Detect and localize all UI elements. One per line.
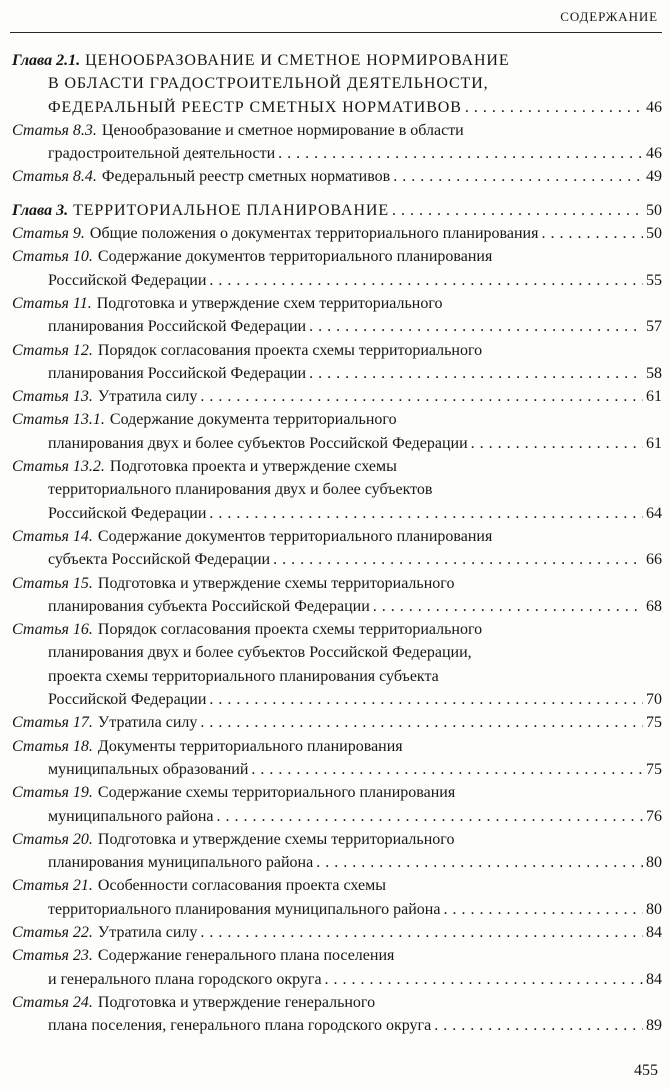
toc-entry-line	[12, 968, 662, 991]
toc-entry-line	[12, 502, 662, 525]
toc-article-entry[interactable]	[12, 292, 662, 339]
toc-entry-line	[12, 362, 662, 385]
toc-entry-line	[12, 595, 662, 618]
toc-entry-label: Статья 23.	[12, 947, 93, 965]
toc-article-entry[interactable]	[12, 874, 662, 921]
toc-entry-label: Статья 13.	[12, 388, 93, 406]
toc-entry-title: ТЕРРИТОРИАЛЬНОЕ ПЛАНИРОВАНИЕ	[73, 201, 390, 219]
toc-entry-line	[12, 455, 662, 478]
toc-page-number: 68	[646, 597, 662, 615]
toc-entry-title: Подготовка и утверждение схемы территориального	[97, 574, 455, 592]
toc-entry-label: Статья 17.	[12, 714, 93, 732]
toc-entry-title: Утратила силу	[97, 714, 198, 732]
toc-entry-label: Статья 8.4.	[12, 168, 97, 186]
toc-entry-label: Статья 20.	[12, 830, 93, 848]
toc-entry-title: В ОБЛАСТИ ГРАДОСТРОИТЕЛЬНОЙ ДЕЯТЕЛЬНОСТИ,	[48, 75, 489, 93]
toc-page-number: 55	[646, 271, 662, 289]
page-number: 455	[634, 1062, 658, 1079]
toc-entry-line	[12, 921, 662, 944]
toc-entry-line	[12, 269, 662, 292]
toc-article-entry[interactable]	[12, 735, 662, 782]
toc-page-number: 64	[646, 504, 662, 522]
toc-entry-line	[12, 1014, 662, 1037]
toc-entry-line	[12, 525, 662, 548]
toc-entry-line	[12, 641, 662, 664]
toc-entry-title: Подготовка и утверждение схемы территориального	[97, 830, 455, 848]
toc-entry-label: Статья 14.	[12, 527, 93, 545]
toc-entry-line	[12, 292, 662, 315]
toc-chapter-entry[interactable]	[12, 199, 662, 222]
toc-entry-title: Российской Федерации	[48, 691, 207, 709]
header-rule	[10, 32, 662, 33]
toc-article-entry[interactable]	[12, 455, 662, 525]
toc-entry-label: Статья 9.	[12, 225, 85, 243]
toc-entry-label: Статья 21.	[12, 877, 93, 895]
toc-entry-title: планирования Российской Федерации	[48, 364, 307, 382]
toc-entry-label: Статья 16.	[12, 621, 93, 639]
toc-entry-title: планирования муниципального района	[48, 854, 314, 872]
toc-entry-title: муниципальных образований	[48, 760, 249, 778]
toc-entry-title: Федеральный реестр сметных нормативов	[101, 168, 391, 186]
dot-leader	[541, 222, 643, 245]
dot-leader	[200, 921, 643, 944]
toc-article-entry[interactable]	[12, 222, 662, 245]
toc-entry-title: Особенности согласования проекта схемы	[97, 877, 386, 895]
toc-entry-line	[12, 828, 662, 851]
toc-entry-line	[12, 572, 662, 595]
toc-entry-title: Содержание документов территориального планирования	[97, 248, 493, 266]
toc-page-number: 57	[646, 318, 662, 336]
toc-entry-line	[12, 688, 662, 711]
toc-entry-title: планирования субъекта Российской Федерации	[48, 597, 370, 615]
toc-entry-line	[12, 665, 662, 688]
dot-leader	[465, 96, 643, 119]
toc-article-entry[interactable]	[12, 944, 662, 991]
toc-entry-title: Ценообразование и сметное нормирование в области	[101, 121, 464, 139]
toc-entry-line	[12, 781, 662, 804]
toc-article-entry[interactable]	[12, 781, 662, 828]
toc-article-entry[interactable]	[12, 245, 662, 292]
toc-page-number: 70	[646, 691, 662, 709]
toc-entry-line	[12, 711, 662, 734]
dot-leader	[209, 269, 643, 292]
toc-entry-line	[12, 432, 662, 455]
toc-page-number: 50	[646, 225, 662, 243]
toc-entry-title: Порядок согласования проекта схемы территориального	[97, 621, 483, 639]
running-header: СОДЕРЖАНИЕ	[560, 9, 658, 24]
toc-entry-label: Статья 10.	[12, 248, 93, 266]
toc-entry-line	[12, 805, 662, 828]
toc-entry-title: Порядок согласования проекта схемы территориального	[97, 341, 483, 359]
toc-entry-label: Статья 18.	[12, 737, 93, 755]
dot-leader	[471, 432, 643, 455]
toc-entry-line	[12, 408, 662, 431]
dot-leader	[392, 199, 643, 222]
toc-page-number: 58	[646, 364, 662, 382]
toc-entry-title: Общие положения о документах территориального планирования	[89, 225, 539, 243]
toc-entry-line	[12, 991, 662, 1014]
toc-article-entry[interactable]	[12, 525, 662, 572]
toc-entry-title: Документы территориального планирования	[97, 737, 403, 755]
toc-page-number: 80	[646, 900, 662, 918]
toc-article-entry[interactable]	[12, 921, 662, 944]
dot-leader	[217, 805, 643, 828]
toc-entry-line	[12, 96, 662, 119]
dot-leader	[325, 968, 643, 991]
toc-entry-label: Статья 12.	[12, 341, 93, 359]
dot-leader	[209, 688, 643, 711]
toc-entry-title: муниципального района	[48, 807, 214, 825]
toc-entry-title: Утратила силу	[97, 923, 198, 941]
toc-entry-line	[12, 874, 662, 897]
toc-page-number: 46	[646, 145, 662, 163]
toc-entry-label: Глава 3.	[12, 201, 69, 219]
toc-entry-label: Статья 13.2.	[12, 458, 105, 476]
dot-leader	[309, 362, 643, 385]
toc-entry-label: Статья 22.	[12, 923, 93, 941]
dot-leader	[273, 548, 643, 571]
toc-page-number: 46	[646, 98, 662, 116]
dot-leader	[200, 711, 643, 734]
toc-entry-line	[12, 851, 662, 874]
dot-leader	[373, 595, 643, 618]
toc-page-number: 50	[646, 201, 662, 219]
toc-chapter-entry[interactable]	[12, 49, 662, 119]
toc-entry-line	[12, 72, 662, 95]
toc-page-number: 76	[646, 807, 662, 825]
toc-entry-line	[12, 478, 662, 501]
dot-leader	[443, 898, 643, 921]
toc-entry-title: Утратила силу	[97, 388, 198, 406]
toc-entry-line	[12, 898, 662, 921]
toc-entry-title: Содержание генерального плана поселения	[97, 947, 395, 965]
toc-entry-label: Статья 19.	[12, 784, 93, 802]
dot-leader	[316, 851, 643, 874]
toc-entry-title: Содержание документов территориального планирования	[97, 527, 493, 545]
toc-entry-title: Содержание схемы территориального планирования	[97, 784, 456, 802]
toc-entry-label: Глава 2.1.	[12, 52, 81, 69]
toc-entry-line	[12, 548, 662, 571]
toc-article-entry[interactable]	[12, 339, 662, 386]
toc-entry-line	[12, 315, 662, 338]
toc-entry-title: Подготовка проекта и утверждение схемы	[109, 458, 397, 476]
toc-page-number: 66	[646, 551, 662, 569]
toc-entry-line	[12, 165, 662, 188]
toc-entry-title: плана поселения, генерального плана городского округа	[48, 1017, 432, 1035]
table-of-contents	[12, 49, 662, 1037]
toc-page-number: 75	[646, 760, 662, 778]
toc-page-number: 49	[646, 168, 662, 186]
toc-entry-line	[12, 339, 662, 362]
toc-entry-line	[12, 222, 662, 245]
toc-entry-line	[12, 142, 662, 165]
toc-entry-title: ЦЕНООБРАЗОВАНИЕ И СМЕТНОЕ НОРМИРОВАНИЕ	[85, 52, 510, 69]
toc-article-entry[interactable]	[12, 119, 662, 166]
toc-page-number: 61	[646, 434, 662, 452]
toc-entry-line	[12, 119, 662, 142]
toc-article-entry[interactable]	[12, 711, 662, 734]
toc-article-entry[interactable]	[12, 828, 662, 875]
toc-article-entry[interactable]	[12, 385, 662, 408]
dot-leader	[309, 315, 643, 338]
toc-entry-title: Российской Федерации	[48, 271, 207, 289]
dot-leader	[393, 165, 643, 188]
toc-entry-title: территориального планирования муниципального района	[48, 900, 441, 918]
toc-entry-label: Статья 8.3.	[12, 121, 97, 139]
dot-leader	[251, 758, 643, 781]
toc-entry-title: планирования двух и более субъектов Российской Федерации,	[48, 644, 472, 662]
toc-entry-line	[12, 758, 662, 781]
toc-page-number: 75	[646, 714, 662, 732]
toc-page-number: 80	[646, 854, 662, 872]
toc-page-number: 89	[646, 1017, 662, 1035]
toc-entry-title: планирования двух и более субъектов Российской Федерации	[48, 434, 468, 452]
toc-article-entry[interactable]	[12, 618, 662, 711]
toc-entry-label: Статья 11.	[12, 294, 92, 312]
dot-leader	[278, 142, 643, 165]
toc-entry-title: Подготовка и утверждение схем территориального	[96, 294, 443, 312]
toc-entry-line	[12, 944, 662, 967]
toc-entry-title: ФЕДЕРАЛЬНЫЙ РЕЕСТР СМЕТНЫХ НОРМАТИВОВ	[48, 98, 462, 116]
toc-entry-line	[12, 618, 662, 641]
toc-entry-title: планирования Российской Федерации	[48, 318, 307, 336]
toc-entry-title: Содержание документа территориального	[109, 411, 397, 429]
toc-page-number: 84	[646, 970, 662, 988]
toc-page-number: 84	[646, 923, 662, 941]
toc-entry-title: Российской Федерации	[48, 504, 207, 522]
dot-leader	[434, 1014, 643, 1037]
dot-leader	[209, 502, 643, 525]
toc-entry-label: Статья 13.1.	[12, 411, 105, 429]
toc-entry-title: территориального планирования двух и более субъектов	[48, 481, 433, 499]
toc-entry-line	[12, 49, 662, 72]
dot-leader	[200, 385, 643, 408]
toc-entry-title: субъекта Российской Федерации	[48, 551, 271, 569]
toc-entry-title: проекта схемы территориального планирования субъекта	[48, 667, 439, 685]
toc-entry-title: градостроительной деятельности	[48, 145, 276, 163]
toc-page-number: 61	[646, 388, 662, 406]
toc-article-entry[interactable]	[12, 572, 662, 619]
toc-entry-label: Статья 24.	[12, 993, 93, 1011]
toc-entry-line	[12, 199, 662, 222]
toc-entry-label: Статья 15.	[12, 574, 93, 592]
toc-entry-line	[12, 385, 662, 408]
toc-article-entry[interactable]	[12, 408, 662, 455]
toc-article-entry[interactable]	[12, 991, 662, 1038]
toc-entry-line	[12, 735, 662, 758]
toc-entry-title: и генерального плана городского округа	[48, 970, 322, 988]
toc-entry-title: Подготовка и утверждение генерального	[97, 993, 376, 1011]
toc-entry-line	[12, 245, 662, 268]
toc-article-entry[interactable]	[12, 165, 662, 188]
